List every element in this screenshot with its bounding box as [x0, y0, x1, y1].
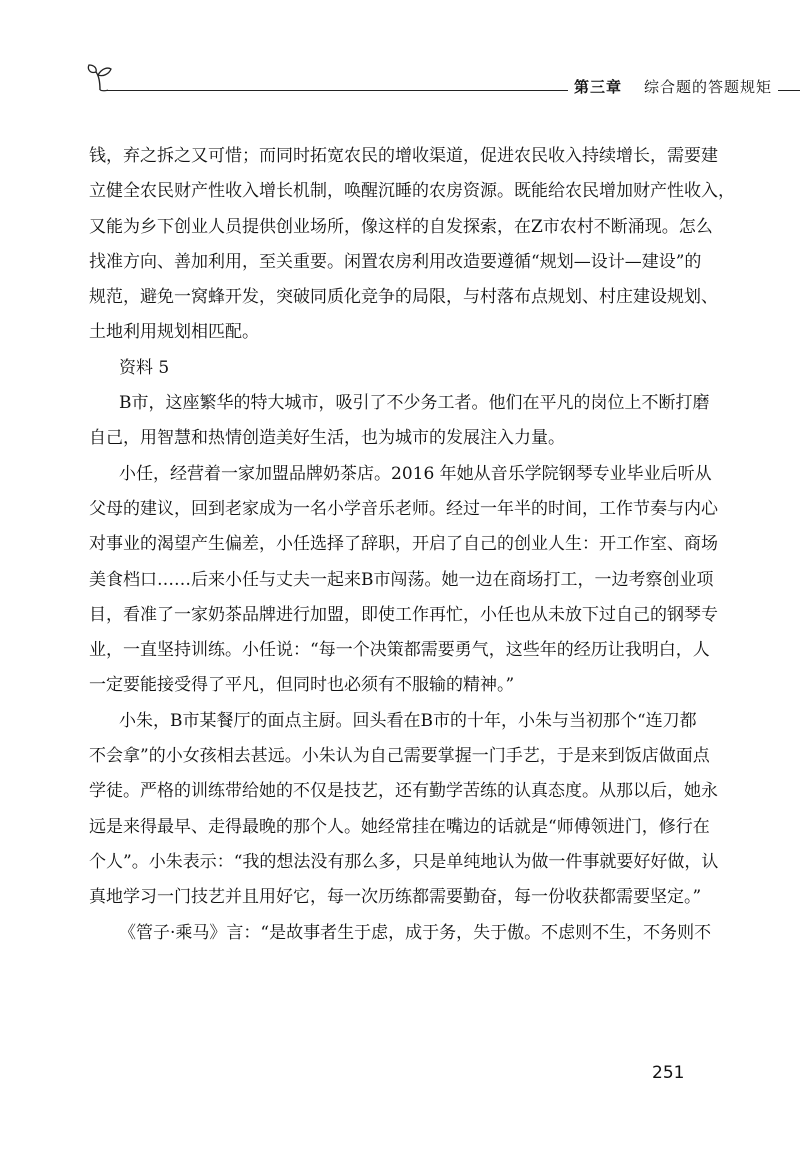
- text-line: 一定要能接受得了平凡，但同时也必须有不服输的精神。”: [89, 675, 515, 696]
- section-heading: 资料 5: [119, 357, 170, 378]
- text-line: 业，一直坚持训练。小任说：“每一个决策都需要勇气，这些年的经历让我明白，人: [89, 640, 710, 661]
- text-line: 钱，弃之拆之又可惜；而同时拓宽农民的增收渠道，促进农民收入持续增长，需要建: [89, 146, 718, 166]
- text-line: 对事业的渴望产生偏差，小任选择了辞职，开启了自己的创业人生：开工作室、商场: [89, 534, 718, 555]
- text-line: 远是来得最早、走得最晚的那个人。她经常挂在嘴边的话就是“师傅领进门，修行在: [89, 816, 710, 837]
- text-line: 立健全农民财产性收入增长机制，唤醒沉睡的农房资源。既能给农民增加财产性收入，: [89, 181, 735, 202]
- sprout-icon: [86, 62, 114, 92]
- text-line: 美食档口……后来小任与丈夫一起来B市闯荡。她一边在商场打工，一边考察创业项: [89, 569, 714, 590]
- body-text: [89, 139, 735, 951]
- text-line: 学徒。严格的训练带给她的不仅是技艺，还有勤学苦练的认真态度。从那以后，她永: [89, 781, 718, 802]
- text-line: 自己，用智慧和热情创造美好生活，也为城市的发展注入力量。: [89, 428, 565, 449]
- text-line: 土地利用规划相匹配。: [89, 322, 259, 343]
- page-number: 251: [652, 1063, 685, 1083]
- header-rule-right: [778, 90, 800, 91]
- chapter-number: 第三章: [574, 78, 623, 96]
- text-line: 父母的建议，回到老家成为一名小学音乐老师。经过一年半的时间，工作节奏与内心: [89, 498, 718, 519]
- text-line: 又能为乡下创业人员提供创业场所，像这样的自发探索，在Z市农村不断涌现。怎么: [89, 216, 713, 237]
- chapter-title: [574, 76, 772, 97]
- text-line: 小朱，B市某餐厅的面点主厨。回头看在B市的十年，小朱与当初那个“连刀都: [119, 710, 697, 731]
- text-line: 真地学习一门技艺并且用好它，每一次历练都需要勤奋，每一份收获都需要坚定。”: [89, 887, 702, 908]
- text-line: 目，看准了一家奶茶品牌进行加盟，即使工作再忙，小任也从未放下过自己的钢琴专: [89, 604, 718, 625]
- running-header: [86, 62, 776, 98]
- chapter-name: 综合题的答题规矩: [644, 78, 773, 96]
- text-line: 小任，经营着一家加盟品牌奶茶店。2016 年她从音乐学院钢琴专业毕业后听从: [119, 463, 712, 484]
- text-line: 不会拿”的小女孩相去甚远。小朱认为自己需要掌握一门手艺，于是来到饭店做面点: [89, 746, 710, 767]
- text-line: 《管子·乘马》言：“是故事者生于虑，成于务，失于傲。不虑则不生，不务则不: [119, 922, 712, 943]
- text-line: 规范，避免一窝蜂开发，突破同质化竞争的局限，与村落布点规划、村庄建设规划、: [89, 287, 718, 308]
- text-line: 个人”。小朱表示：“我的想法没有那么多，只是单纯地认为做一件事就要好好做，认: [89, 851, 719, 872]
- text-line: B市，这座繁华的特大城市，吸引了不少务工者。他们在平凡的岗位上不断打磨: [119, 393, 710, 414]
- header-rule-left: [106, 90, 568, 91]
- text-line: 找准方向、善加利用，至关重要。闲置农房利用改造要遵循“规划—设计—建设”的: [89, 251, 702, 272]
